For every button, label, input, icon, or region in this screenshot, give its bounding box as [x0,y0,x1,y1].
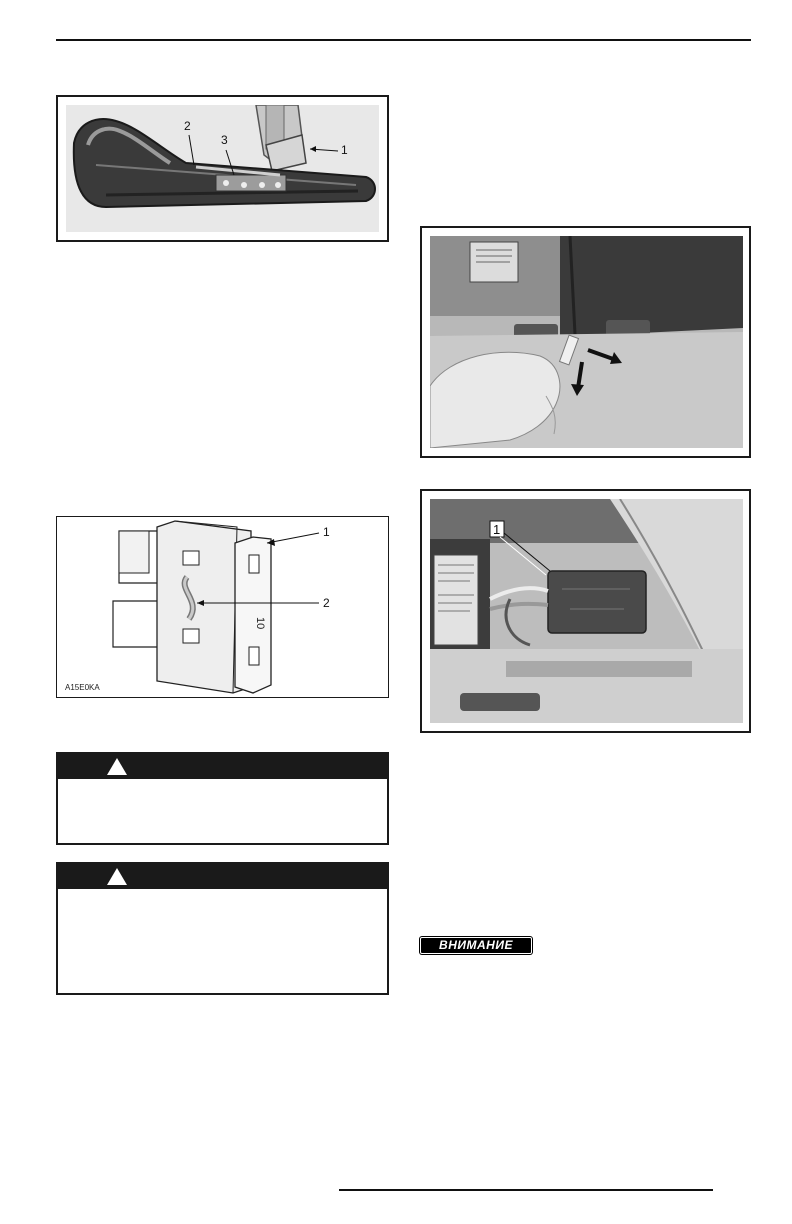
callout-1: 1 [341,143,348,157]
callout-3: 3 [221,133,228,147]
callout-1: 1 [323,525,330,539]
callout-2: 2 [184,119,191,133]
fuse-figure [56,516,389,698]
footer-rule [339,1189,713,1191]
ski-photo [66,105,379,232]
panel-removal-figure [420,226,751,458]
callout-1: 1 [493,522,501,537]
svg-text:10: 10 [254,617,266,630]
notice-badge [419,936,533,955]
ski-figure [56,95,389,242]
warning-header [58,864,387,889]
header-rule [56,39,751,41]
fuse-box-figure [420,489,751,733]
warning-triangle-icon [106,757,128,776]
notice-label: ВНИМАНИЕ [420,937,532,954]
warning-box [56,862,389,995]
fuse-box-photo [430,499,743,723]
warning-header [58,754,387,779]
callout-2: 2 [323,596,330,610]
warning-box [56,752,389,845]
panel-removal-photo [430,236,743,448]
figure-code: A15E0KA [65,683,100,692]
warning-triangle-icon [106,867,128,886]
